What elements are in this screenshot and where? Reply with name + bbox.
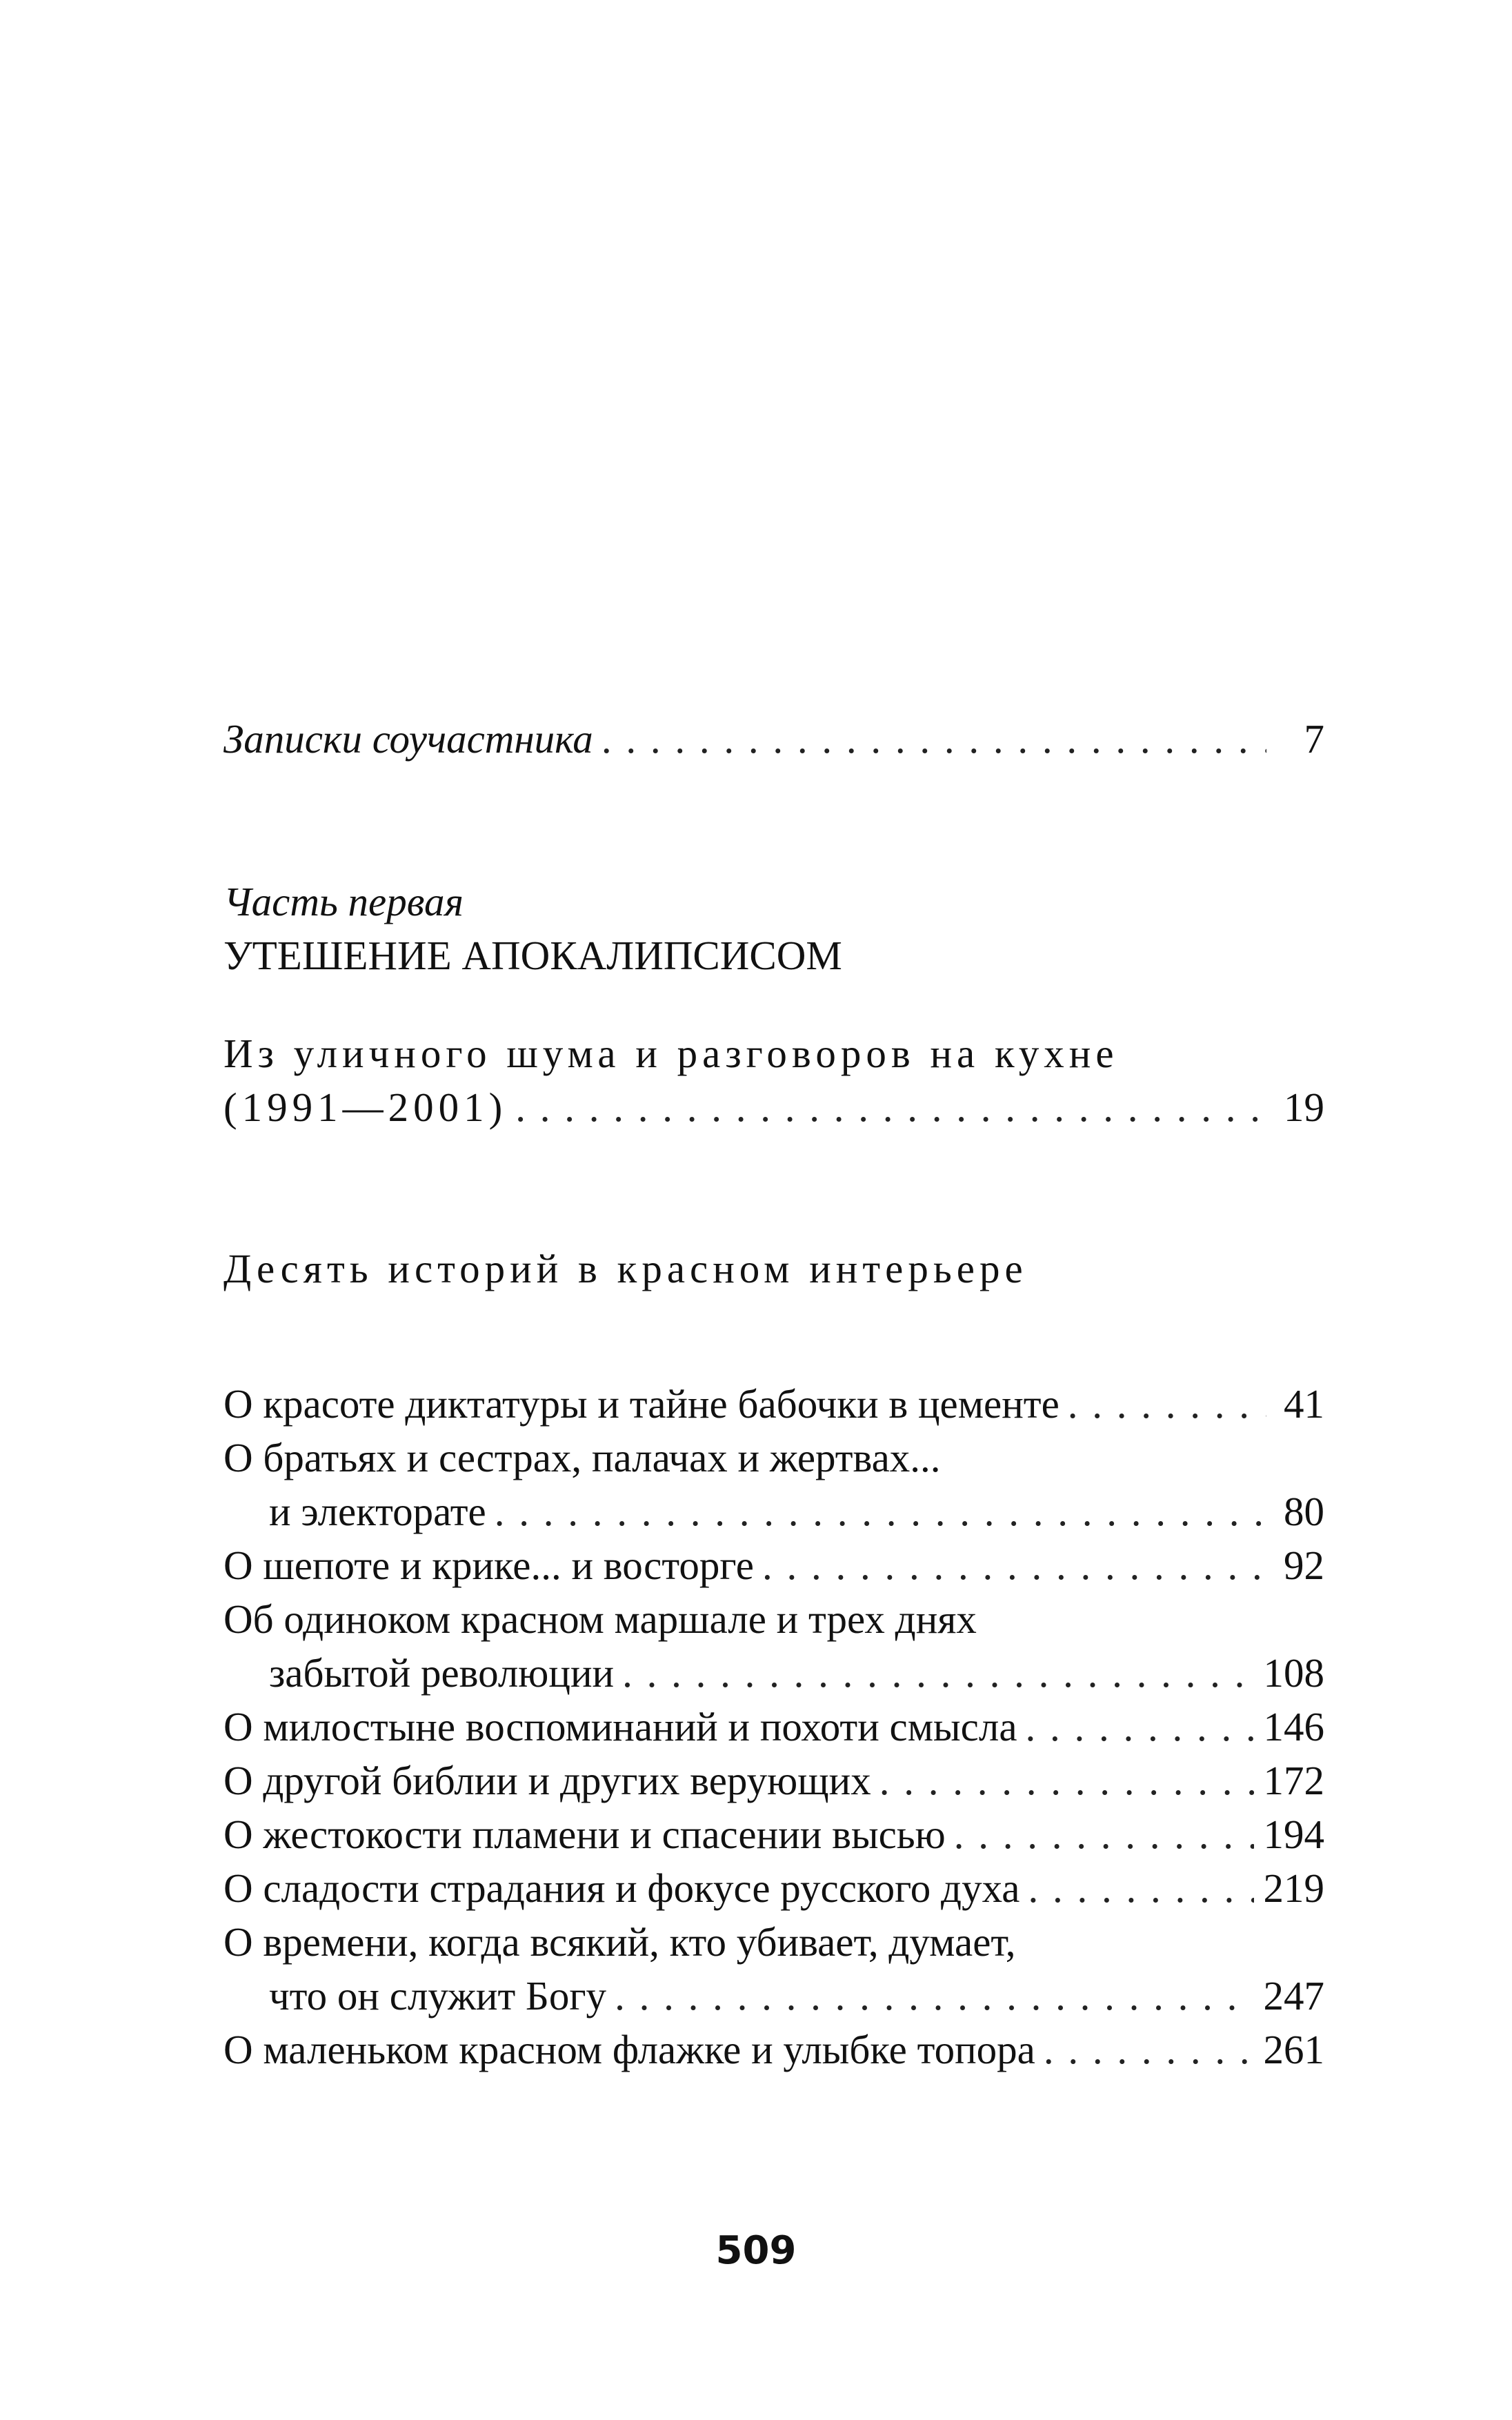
dot-leader (622, 1646, 1253, 1700)
toc-entry-page: 80 (1284, 1489, 1324, 1534)
page-number: 509 (715, 2228, 797, 2273)
dot-leader (601, 712, 1266, 766)
dot-leader (879, 1754, 1254, 1807)
dot-leader (515, 1080, 1266, 1134)
toc-entry[interactable] (223, 2023, 1324, 2076)
dot-leader (495, 1485, 1266, 1538)
toc-entry[interactable] (223, 1861, 1324, 1915)
toc-entry-title: Записки соучастника (223, 716, 593, 762)
section-title-line2: (1991—2001) (223, 1084, 508, 1130)
dot-leader (1026, 1700, 1254, 1754)
toc-entry-page: 261 (1263, 2027, 1324, 2072)
toc-entry-title[interactable]: О времени, когда всякий, кто убивает, думает, (223, 1919, 1016, 1965)
toc-entry-page: 108 (1263, 1650, 1324, 1696)
toc-entry-page: 194 (1263, 1812, 1324, 1857)
section-title: Десять историй в красном интерьере (223, 1246, 1028, 1291)
part-label: Часть первая (223, 879, 464, 924)
dot-leader (1044, 2023, 1254, 2076)
toc-entry-page: 219 (1263, 1865, 1324, 1911)
dot-leader (1028, 1861, 1253, 1915)
dot-leader (762, 1538, 1266, 1592)
toc-entry[interactable] (223, 1538, 1324, 1592)
toc-entry-page: 172 (1263, 1758, 1324, 1803)
toc-entry-title: О сладости страдания и фокусе русского духа (223, 1865, 1020, 1911)
toc-entry-page: 92 (1284, 1543, 1324, 1588)
toc-section-2 (223, 1242, 1324, 1296)
toc-entry-title: О другой библии и других верующих (223, 1758, 871, 1803)
part-heading (223, 875, 1324, 982)
toc-intro (223, 712, 1324, 766)
toc-entry-title[interactable]: О братьях и сестрах, палачах и жертвах... (223, 1435, 941, 1480)
toc-entry[interactable] (223, 1646, 1324, 1700)
dot-leader (615, 1969, 1253, 2023)
toc-entry[interactable] (223, 712, 1324, 766)
toc-entry-title: О шепоте и крике... и восторге (223, 1543, 754, 1588)
toc-entry-continuation: что он служит Богу (269, 1973, 607, 2019)
toc-entry[interactable] (223, 1080, 1324, 1134)
toc-entry-title: О красоте диктатуры и тайне бабочки в цементе (223, 1381, 1060, 1427)
toc-entry[interactable] (223, 1700, 1324, 1754)
toc-entry[interactable] (223, 1807, 1324, 1861)
section-title-line1: Из уличного шума и разговоров на кухне (223, 1031, 1119, 1076)
toc-entry[interactable] (223, 1485, 1324, 1538)
toc-entry[interactable] (223, 1377, 1324, 1431)
toc-entry-continuation: и электорате (269, 1489, 486, 1534)
toc-entry-title: О милостыне воспоминаний и похоти смысла (223, 1704, 1017, 1749)
toc-entry-page: 146 (1263, 1704, 1324, 1749)
dot-leader (954, 1807, 1254, 1861)
toc-entry[interactable] (223, 1754, 1324, 1807)
toc-entry-title: О жестокости пламени и спасении высью (223, 1812, 946, 1857)
toc-entry-page: 41 (1284, 1381, 1324, 1427)
toc-entry-page: 247 (1263, 1973, 1324, 2019)
toc-entry-title[interactable]: Об одиноком красном маршале и трех днях (223, 1596, 977, 1642)
part-title: УТЕШЕНИЕ АПОКАЛИПСИСОМ (223, 933, 842, 978)
toc-entry-continuation: забытой революции (269, 1650, 615, 1696)
toc-entry-title: О маленьком красном флажке и улыбке топора (223, 2027, 1035, 2072)
toc-entry-list (223, 1377, 1324, 2076)
dot-leader (1068, 1377, 1266, 1431)
toc-entry[interactable] (223, 1969, 1324, 2023)
toc-entry-page: 7 (1304, 716, 1324, 762)
toc-section-1 (223, 1026, 1324, 1134)
toc-entry-page: 19 (1284, 1084, 1324, 1130)
